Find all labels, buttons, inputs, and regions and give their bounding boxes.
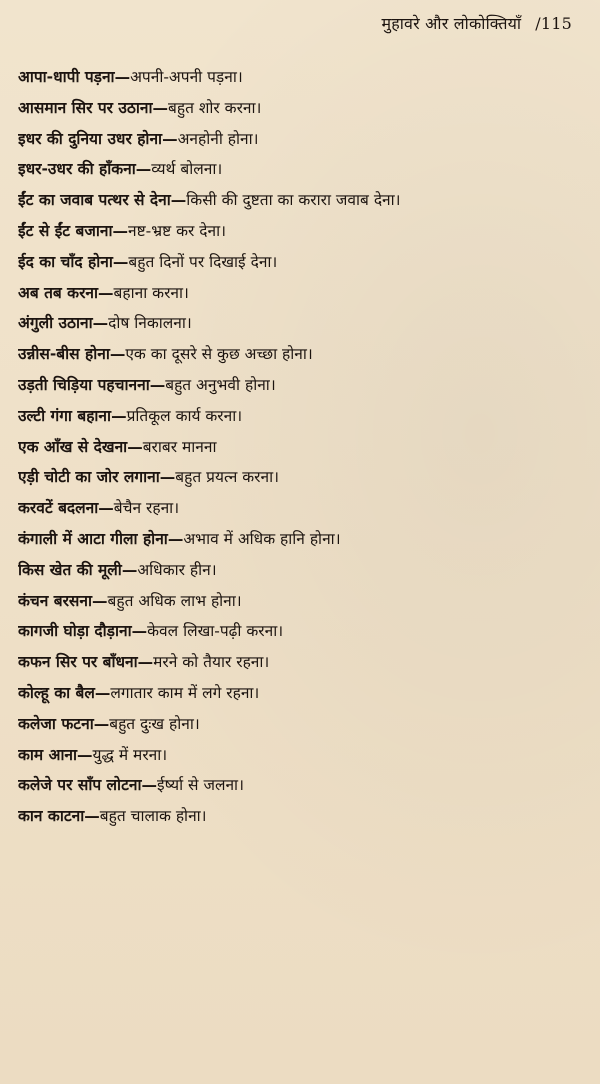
- idiom-term: इधर-उधर की हाँकना: [18, 160, 136, 179]
- separator-dash: —: [152, 98, 169, 117]
- idiom-entry: [18, 339, 588, 370]
- idiom-entry: [18, 555, 588, 586]
- idiom-meaning: प्रतिकूल कार्य करना।: [126, 406, 243, 425]
- idiom-meaning: बहुत शोर करना।: [168, 98, 262, 117]
- idiom-meaning: बहुत अनुभवी होना।: [165, 375, 276, 394]
- separator-dash: —: [162, 129, 178, 148]
- idiom-term: कलेजे पर साँप लोटना: [18, 776, 142, 795]
- idiom-term: ईद का चाँद होना: [18, 252, 113, 271]
- separator-dash: —: [93, 714, 110, 733]
- idiom-term: कलेजा फटना: [18, 714, 94, 733]
- idiom-term: उन्नीस-बीस होना: [18, 345, 110, 364]
- idiom-entry: [18, 586, 588, 617]
- idiom-entry: [18, 62, 588, 93]
- idiom-term: किस खेत की मूली: [18, 560, 122, 579]
- idiom-term: आपा-धापी पड़ना: [18, 68, 115, 86]
- idiom-term: एड़ी चोटी का जोर लगाना: [18, 468, 160, 487]
- idiom-meaning: बहुत प्रयत्न करना।: [175, 468, 279, 487]
- idiom-entry: [18, 308, 588, 339]
- idiom-term: इधर की दुनिया उधर होना: [18, 129, 163, 148]
- separator-dash: —: [121, 560, 138, 579]
- separator-dash: —: [149, 375, 166, 394]
- idiom-list: [18, 62, 588, 832]
- idiom-meaning: अधिकार हीन।: [137, 560, 217, 579]
- idiom-term: उड़ती चिड़िया पहचानना: [18, 375, 150, 394]
- idiom-entry: [18, 678, 588, 709]
- separator-dash: —: [92, 591, 108, 610]
- idiom-term: ईंट का जवाब पत्थर से देना: [18, 191, 171, 210]
- separator-dash: —: [141, 776, 157, 795]
- separator-dash: —: [135, 160, 152, 179]
- separator-dash: —: [131, 622, 148, 641]
- idiom-entry: [18, 709, 588, 740]
- idiom-meaning: बहुत दुःख होना।: [109, 714, 200, 733]
- idiom-term: कोल्हू का बैल: [18, 683, 95, 702]
- idiom-meaning: बहाना करना।: [113, 283, 189, 302]
- separator-dash: —: [111, 406, 127, 425]
- idiom-entry: [18, 370, 588, 401]
- running-header: [381, 12, 572, 34]
- separator-dash: —: [109, 345, 126, 364]
- idiom-entry: [18, 401, 588, 432]
- idiom-term: कंचन बरसना: [18, 591, 93, 610]
- idiom-meaning: मरने को तैयार रहना।: [153, 653, 270, 672]
- separator-dash: —: [98, 283, 114, 302]
- separator-dash: —: [112, 252, 129, 271]
- idiom-term: कंगाली में आटा गीला होना: [18, 529, 168, 548]
- idiom-entry: [18, 616, 588, 647]
- separator-dash: —: [84, 807, 100, 826]
- idiom-meaning: अपनी-अपनी पड़ना।: [130, 68, 243, 86]
- idiom-meaning: अभाव में अधिक हानि होना।: [183, 529, 341, 548]
- idiom-meaning: बेचैन रहना।: [113, 499, 180, 518]
- idiom-entry: [18, 647, 588, 678]
- idiom-term: अब तब करना: [18, 283, 99, 302]
- idiom-meaning: दोष निकालना।: [108, 314, 192, 333]
- idiom-entry: [18, 154, 588, 185]
- idiom-meaning: लगातार काम में लगे रहना।: [110, 683, 260, 702]
- idiom-meaning: व्यर्थ बोलना।: [151, 160, 223, 179]
- separator-dash: —: [170, 191, 187, 210]
- idiom-term: ईंट से ईंट बजाना: [18, 221, 113, 240]
- separator-dash: —: [167, 529, 184, 548]
- idiom-term: काम आना: [18, 745, 78, 764]
- idiom-entry: [18, 770, 588, 801]
- idiom-term: अंगुली उठाना: [18, 314, 93, 333]
- idiom-term: कफन सिर पर बाँधना: [18, 653, 138, 672]
- separator-dash: —: [92, 314, 109, 333]
- idiom-term: आसमान सिर पर उठाना: [18, 98, 153, 117]
- idiom-term: करवटें बदलना: [18, 499, 99, 518]
- idiom-entry: [18, 124, 588, 155]
- idiom-meaning: केवल लिखा-पढ़ी करना।: [147, 622, 284, 641]
- idiom-meaning: नष्ट-भ्रष्ट कर देना।: [128, 221, 227, 240]
- idiom-meaning: बहुत अधिक लाभ होना।: [107, 591, 242, 610]
- idiom-meaning: किसी की दुष्टता का करारा जवाब देना।: [186, 191, 401, 210]
- idiom-entry: [18, 462, 588, 493]
- separator-dash: —: [98, 499, 114, 518]
- separator-dash: —: [112, 221, 128, 240]
- separator-dash: —: [137, 653, 154, 672]
- idiom-meaning: बहुत दिनों पर दिखाई देना।: [128, 252, 278, 271]
- idiom-entry: [18, 185, 588, 216]
- page-number: /115: [535, 14, 572, 33]
- idiom-entry: [18, 432, 588, 463]
- idiom-meaning: अनहोनी होना।: [177, 129, 259, 148]
- separator-dash: —: [114, 68, 131, 86]
- separator-dash: —: [159, 468, 176, 487]
- idiom-meaning: एक का दूसरे से कुछ अच्छा होना।: [125, 345, 313, 364]
- idiom-term: एक आँख से देखना: [18, 437, 128, 456]
- idiom-term: कागजी घोड़ा दौड़ाना: [18, 622, 132, 641]
- idiom-term: उल्टी गंगा बहाना: [18, 406, 112, 425]
- idiom-entry: [18, 93, 588, 124]
- idiom-meaning: बराबर मानना: [142, 437, 217, 456]
- idiom-entry: [18, 740, 588, 771]
- idiom-entry: [18, 493, 588, 524]
- idiom-entry: [18, 247, 588, 278]
- idiom-term: कान काटना: [18, 807, 85, 826]
- idiom-entry: [18, 524, 588, 555]
- separator-dash: —: [127, 437, 143, 456]
- separator-dash: —: [77, 745, 93, 764]
- idiom-meaning: बहुत चालाक होना।: [99, 807, 207, 826]
- idiom-meaning: युद्ध में मरना।: [92, 745, 168, 764]
- idiom-entry: [18, 216, 588, 247]
- idiom-entry: [18, 801, 588, 832]
- separator-dash: —: [94, 683, 111, 702]
- idiom-meaning: ईर्ष्या से जलना।: [157, 776, 244, 795]
- idiom-entry: [18, 278, 588, 309]
- header-title: मुहावरे और लोकोक्तियाँ: [381, 14, 522, 33]
